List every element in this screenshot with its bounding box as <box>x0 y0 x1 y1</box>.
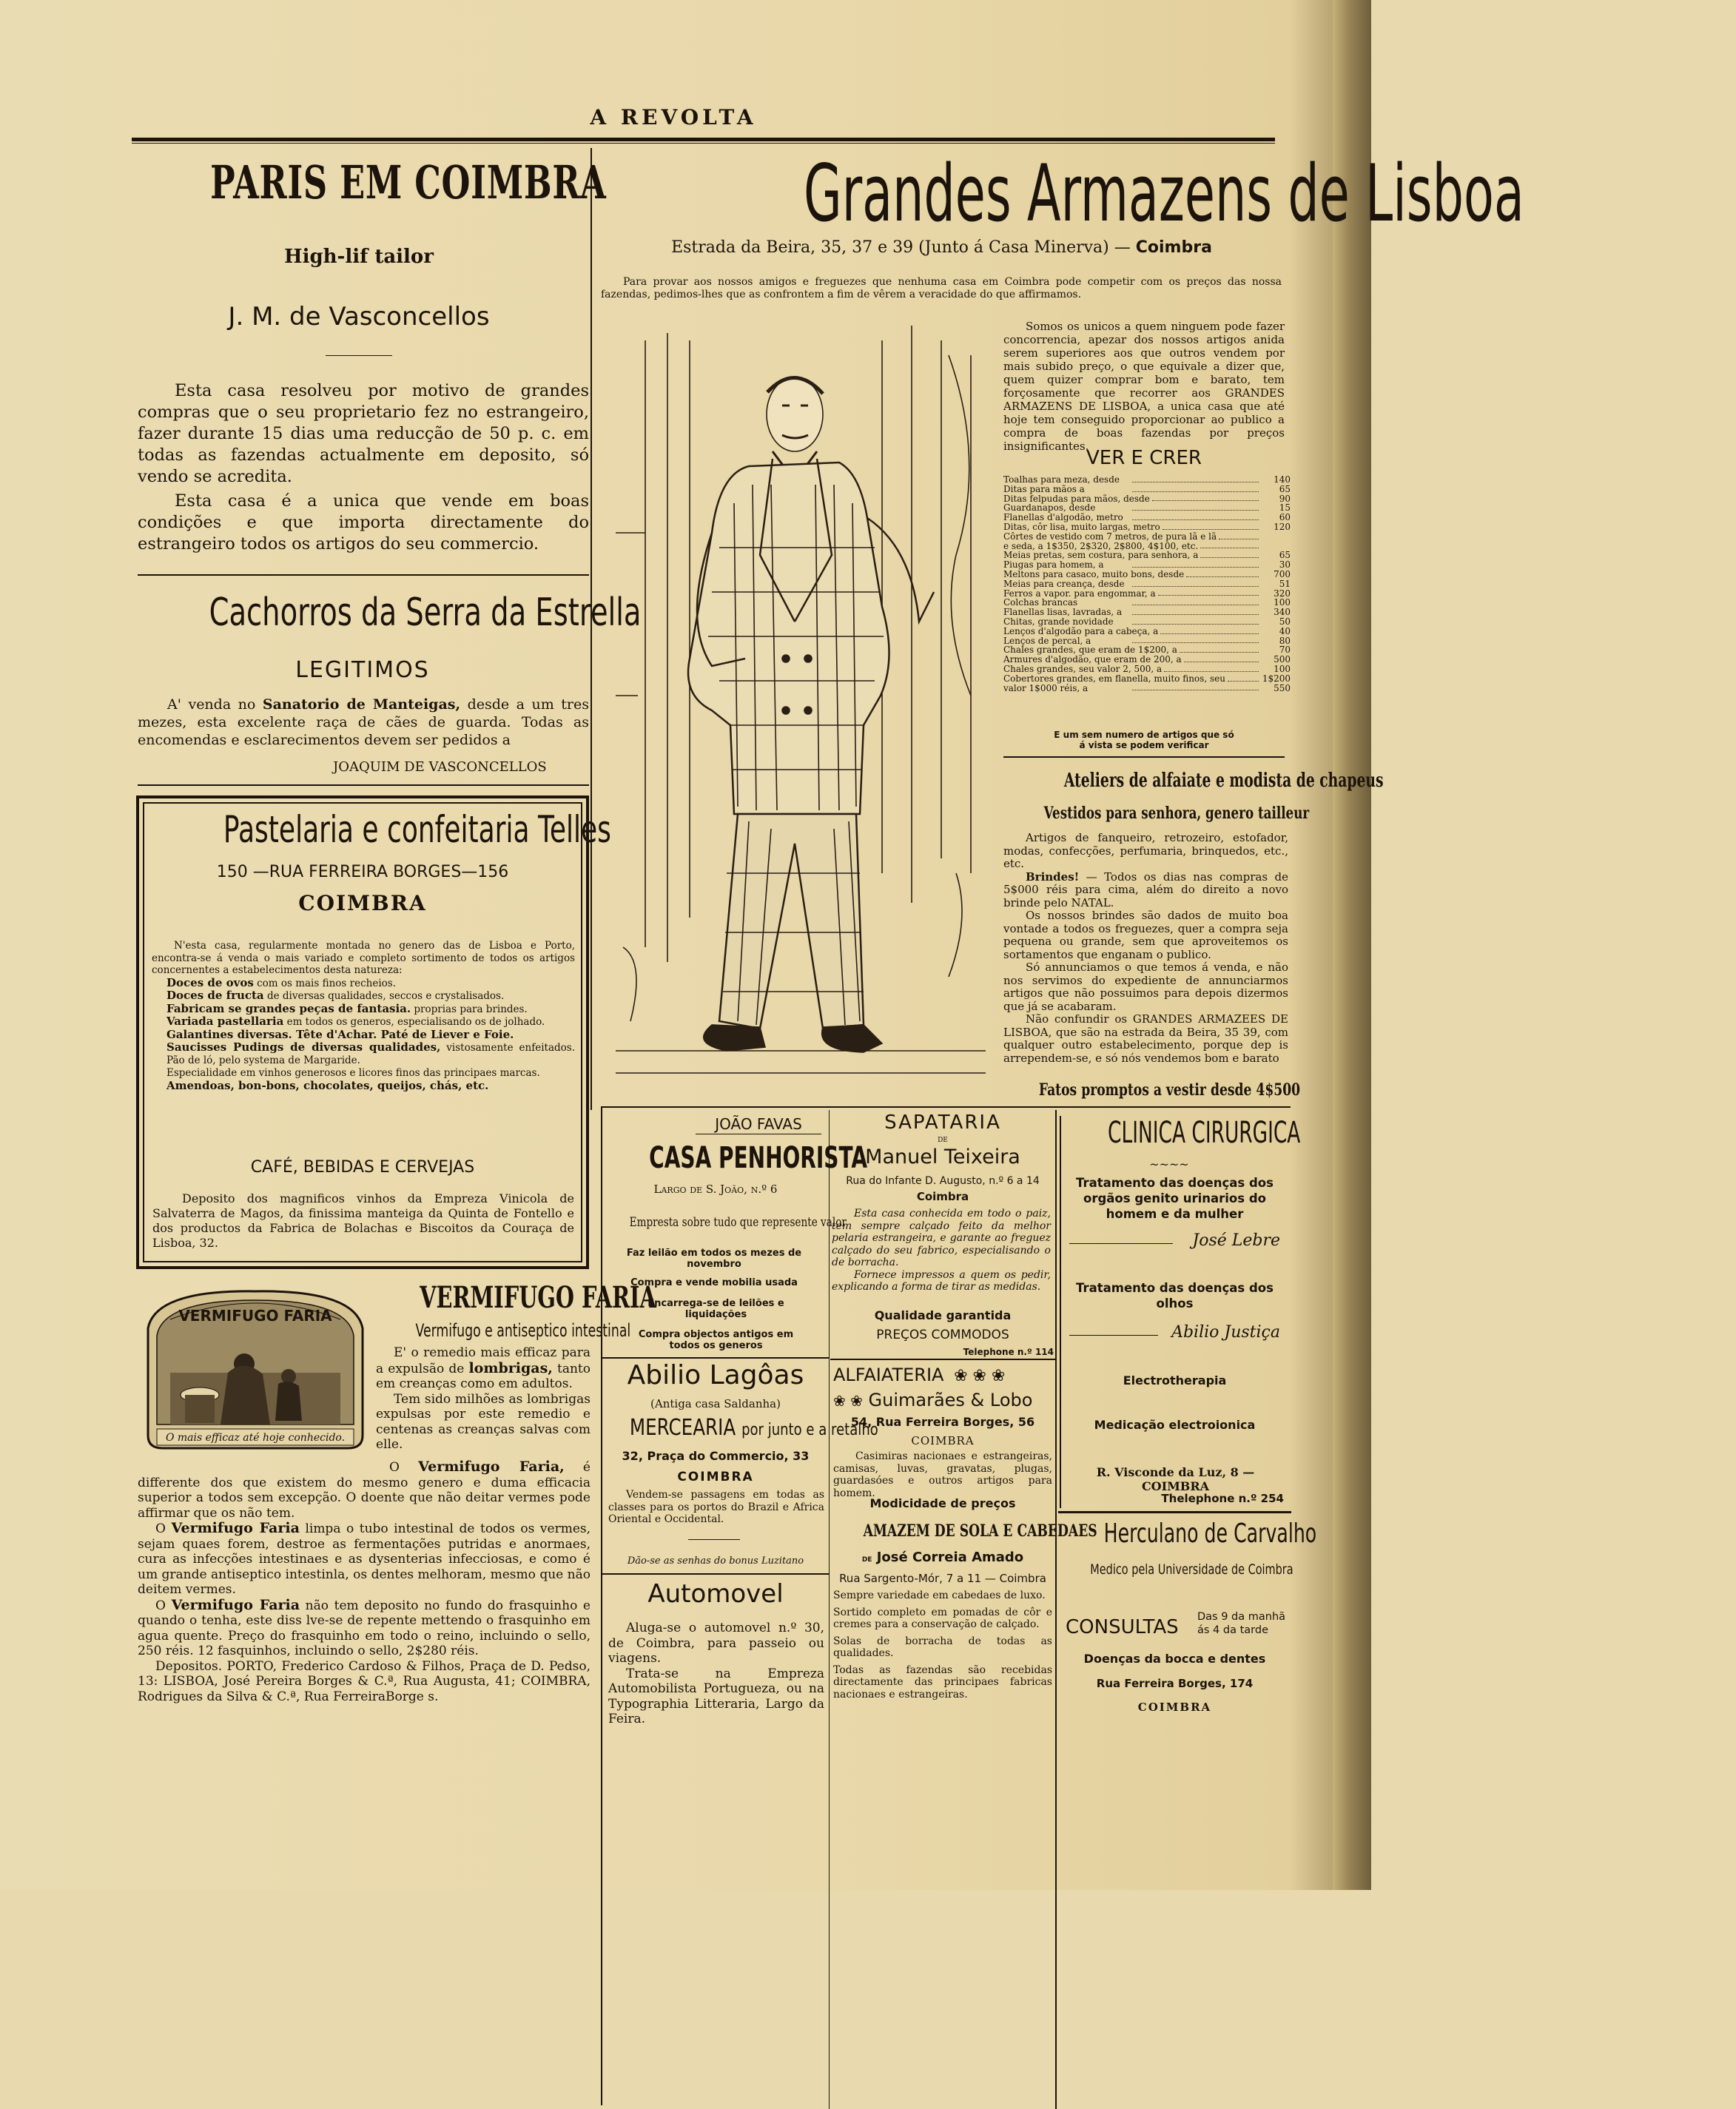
price-item-value: 50 <box>1279 616 1291 627</box>
price-item-value: 30 <box>1279 559 1291 571</box>
clinica-doctor-1: José Lebre <box>1192 1231 1280 1250</box>
alfaiateria-address: 54, Rua Ferreira Borges, 56 <box>850 1415 1035 1429</box>
pastelaria-title: Pastelaria e confeitaria Telles <box>223 808 611 851</box>
alfaiateria-name-line <box>833 1390 1055 1410</box>
price-item-value: 100 <box>1274 597 1291 608</box>
lagoas-footer: Dão-se as senhas do bonus Luzitano <box>627 1555 804 1567</box>
penhorista-line-1: Empresta sobre tudo que represente valor <box>629 1215 847 1230</box>
amazem-address: Rua Sargento-Mór, 7 a 11 — Coimbra <box>839 1572 1046 1585</box>
cachorros-subtitle: LEGITIMOS <box>295 657 430 683</box>
clinica-title: CLINICA CIRURGICA <box>1108 1116 1301 1150</box>
sapataria-prices: PREÇOS COMMODOS <box>876 1328 1009 1342</box>
price-row <box>1003 532 1291 542</box>
vermifugo-title: VERMIFUGO FARIA <box>420 1280 656 1315</box>
penhorista-line-3: Compra e vende mobilia usada <box>630 1277 798 1288</box>
alfaiateria-title-line <box>833 1365 1055 1385</box>
page-spine <box>1333 0 1371 1890</box>
sapataria-de: DE <box>938 1137 948 1144</box>
price-item-value: 120 <box>1274 521 1291 532</box>
price-item-label: Chales grandes, seu valor 2, 500, a <box>1003 663 1163 674</box>
clinica-electrotherapia: Electrotherapia <box>1123 1373 1227 1388</box>
armazens-side-text: Somos os unicos a quem ninguem pode fazer concorrencia, apezar dos nossos artigos anida serem superiores aos que outros vendem por mais subido preço, o que equivale a dizer que, quem quizer comprar bom e barato, tem forçosamente que recorrer aos GRANDES ARMAZENS DE LISBOA, a unica casa que até hoje tem conseguido proporcionar ao publico a compra de boas fazendas por preços insignificantes. <box>1003 320 1285 453</box>
cachorros-title: Cachorros da Serra da Estrella <box>209 591 642 635</box>
ornament-icon: ~~~~ <box>1149 1157 1189 1171</box>
paris-paragraph-2: Esta casa é a unica que vende em boas condições e que importa directamente do estrangeiro todos os artigos do seu commercio. <box>138 491 589 554</box>
vermifugo-p3: O Vermifugo Faria, é differente dos que existem do mesmo genero e duma efficacia superior a todos sem excepção. O doente que não deitar vermes pode affirmar que os não tem. <box>138 1459 591 1521</box>
herculano-address: Rua Ferreira Borges, 174 <box>1096 1677 1254 1690</box>
price-item-label: Toalhas para meza, desde <box>1003 474 1120 485</box>
penhorista-address: Largo de S. João, n.º 6 <box>653 1183 778 1196</box>
herculano-consultas: CONSULTAS <box>1066 1616 1179 1638</box>
herculano-specialty: Doenças da bocca e dentes <box>1083 1652 1266 1666</box>
price-item-label: Armures d'algodão, que eram de 200, a <box>1003 654 1182 665</box>
price-item-label: valor 1$000 réis, a <box>1003 682 1089 693</box>
price-row <box>1003 684 1291 693</box>
pastelaria-address: 150 —RUA FERREIRA BORGES—156 <box>216 863 509 881</box>
penhorista-owner: JOÃO FAVAS <box>715 1115 802 1133</box>
price-row <box>1003 522 1291 532</box>
price-row <box>1003 627 1291 636</box>
price-item-label: Chales grandes, que eram de 1$200, a <box>1003 645 1177 656</box>
ornament-icon: ❀ ❀ ❀ <box>954 1367 1006 1385</box>
vermifugo-subtitle: Vermifugo e antiseptico intestinal <box>415 1320 631 1341</box>
pastelaria-item: Galantines diversas. Tête d'Achar. Paté de Liever e Foie. <box>166 1027 514 1041</box>
sapataria-telephone: Telephone n.º 114 <box>963 1347 1054 1357</box>
pastelaria-item: Doces de ovos com os mais finos recheios. <box>166 975 396 989</box>
price-item-value: 70 <box>1279 645 1291 656</box>
paris-title: PARIS EM COIMBRA <box>210 155 607 209</box>
sanatorio-name: Sanatorio de Manteigas, <box>262 696 461 713</box>
clinica-treatment-1: Tratamento das doenças dos orgãos genito urinarios do homem e da mulher <box>1076 1176 1274 1221</box>
paris-paragraph-1: Esta casa resolveu por motivo de grandes compras que o seu proprietario fez no estrangeiro, fazer durante 15 dias uma reducção de 50 p. c. em todas as fazendas actualmente em deposito, só vendo se acredita. <box>138 381 589 486</box>
price-item-value: 550 <box>1274 682 1291 693</box>
price-item-label: Ditas, côr lisa, muito largas, metro <box>1003 521 1160 532</box>
alfaiateria-name: Guimarães & Lobo <box>868 1390 1033 1410</box>
price-item-value: 100 <box>1274 663 1291 674</box>
price-list <box>1003 475 1291 693</box>
price-item-value: 340 <box>1274 607 1291 618</box>
lagoas-city: COIMBRA <box>677 1470 754 1484</box>
pastelaria-item: Saucisses Pudings de diversas qualidades, vistosamente enfeitados. Pão de ló, pelo systema de Margaride. <box>166 1040 575 1066</box>
vermifugo-p4: O Vermifugo Faria limpa o tubo intestinal de todos os vermes, sejam quaes forem, destroe as fermentações putridas e anormaes, cura as infecções intestinaes e as dysenterias infecciosas, e como é um grande antiseptico intestinla, os dentes melhoram, mesmo que não deitem vermes. <box>138 1520 591 1597</box>
vermifugo-p5: O Vermifugo Faria não tem deposito no fundo do frasquinho e quando o tenha, este diss lve-se de repente mettendo o frasquinho em agua quente. Preço do frasquinho em todo o reino, incluindo o sello, 250 réis. 12 fasquinhos, incluindo o sello, 2$280 réis. <box>138 1596 591 1658</box>
vermifugo-p6: Depositos. PORTO, Frederico Cardoso & Filhos, Praça de D. Pedso, 13: LISBOA, José Pereira Borges & C.ª, Rua Augusta, 41; COIMBRA, Rodrigues da Silva & C.ª, Rua FerreiraBorge s. <box>138 1658 591 1704</box>
price-item-value: 60 <box>1279 512 1291 523</box>
cafe-text: Deposito dos magnificos vinhos da Empreza Vinicola de Salvaterra de Magos, da finissima manteiga da Quinta de Fontello e dos productos da Fabrica de Bolachas e Biscoitos da Couraça de Lisboa, 32. <box>152 1191 574 1250</box>
pastelaria-intro: N'esta casa, regularmente montada no genero das de Lisboa e Porto, encontra-se á venda o mais variado e completo sortimento de todos os artigos concernentes a estabelecimentos desta natureza: <box>152 940 575 976</box>
herculano-title: Herculano de Carvalho <box>1103 1518 1317 1549</box>
price-item-value: 40 <box>1279 625 1291 636</box>
ateliers-p5: Não confundir os GRANDES ARMAZEES DE LISBOA, que são na estrada da Beira, 35 39, com qualquer outro estabelecimento, porque dep is arrependem-se, e só nós vendemos bom e barato <box>1003 1012 1288 1065</box>
price-row <box>1003 674 1291 684</box>
herculano-city: COIMBRA <box>1137 1701 1212 1714</box>
price-item-label: Ferros a vapor. para engommar, a <box>1003 588 1156 599</box>
automovel-p1: Aluga-se o automovel n.º 30, de Coimbra, para passeio ou viagens. <box>608 1621 824 1666</box>
sapataria-address: Rua do Infante D. Augusto, n.º 6 a 14 <box>846 1175 1040 1187</box>
alfaiateria-city: COIMBRA <box>911 1434 975 1447</box>
gentleman-illustration <box>601 311 1000 1103</box>
sapataria-owner: Manuel Teixeira <box>865 1146 1020 1168</box>
pastelaria-item: Fabricam se grandes peças de fantasia. proprias para brindes. <box>166 1001 528 1015</box>
alfaiateria-modicidade: Modicidade de preços <box>869 1496 1016 1510</box>
pastelaria-items <box>152 977 575 1093</box>
ver-foot-2: á vista se podem verificar <box>1079 740 1209 750</box>
price-item-label: Chitas, grande novidade <box>1003 616 1114 627</box>
price-item-label: Meias para creança, desde <box>1003 578 1125 589</box>
pastelaria-item: Variada pastellaria em todos os generos, especialisando os de jolhado. <box>166 1015 545 1028</box>
clinica-treatment-2: Tratamento das doenças dos olhos <box>1076 1281 1274 1311</box>
price-item-label: Lenços d'algodão para a cabeça, a <box>1003 625 1159 636</box>
price-item-label: Colchas brancas <box>1003 597 1078 608</box>
clinica-doctor-2: Abilio Justiça <box>1171 1323 1280 1342</box>
penhorista-title: CASA PENHORISTA <box>649 1141 868 1175</box>
vermifugo-p2: Tem sido milhões as lombrigas expulsas por este remedio e centenas as creanças salvas com elle. <box>376 1391 591 1452</box>
herculano-hours-1: Das 9 da manhã <box>1197 1611 1286 1623</box>
cachorros-signature: JOAQUIM DE VASCONCELLOS <box>333 759 547 775</box>
amazem-p3: Solas de borracha de todas as qualidades. <box>833 1635 1052 1659</box>
masthead-rule <box>132 138 1275 141</box>
price-item-value: 65 <box>1279 550 1291 561</box>
automovel-p2: Trata-se na Empreza Automobilista Portugueza, ou na Typographia Litteraria, Largo da Feira. <box>608 1666 824 1726</box>
armazens-intro: Para provar aos nossos amigos e freguezes que nenhuma casa em Coimbra pode competir com os preços das nossa fazendas, pedimos-lhes que as confrontem a fim de vêrem a veracidade do que affirmamos. <box>601 276 1282 300</box>
pastelaria-city: COIMBRA <box>298 891 427 915</box>
ver-foot-1: E um sem numero de artigos que só <box>1054 730 1234 740</box>
pastelaria-item: Doces de fructa de diversas qualidades, seccos e crystalisados. <box>166 989 505 1002</box>
alfaiateria-title: ALFAIATERIA <box>833 1365 944 1385</box>
herculano-subtitle: Medico pela Universidade de Coimbra <box>1090 1561 1293 1578</box>
price-item-label: Lenços de percal, a <box>1003 635 1091 646</box>
lagoas-subtitle: (Antiga casa Saldanha) <box>650 1397 781 1410</box>
cafe-title: CAFÉ, BEBIDAS E CERVEJAS <box>250 1158 475 1177</box>
paris-owner: J. M. de Vasconcellos <box>228 302 490 332</box>
price-row <box>1003 475 1291 485</box>
price-item-label: Guardanapos, desde <box>1003 502 1096 514</box>
price-item-label: Flanellas lisas, lavradas, a <box>1003 607 1123 618</box>
price-item-value: 80 <box>1279 635 1291 646</box>
penhorista-line-2: Faz leilão em todos os mezes de novembro <box>626 1248 802 1270</box>
pastelaria-item: Amendoas, bon-bons, chocolates, queijos, chás, etc. <box>166 1078 489 1092</box>
price-row <box>1003 665 1291 674</box>
armazens-address: Estrada da Beira, 35, 37 e 39 (Junto á Casa Minerva) — Coimbra <box>671 238 1212 257</box>
ateliers-p1: Artigos de fanqueiro, retrozeiro, estofador, modas, confecções, perfumaria, brinquedos, etc., etc. <box>1003 831 1288 870</box>
price-item-value: 700 <box>1274 568 1291 579</box>
amazem-owner: DE José Correia Amado <box>861 1550 1024 1565</box>
vestidos-heading: Vestidos para senhora, genero tailleur <box>1043 804 1310 823</box>
price-item-value: 140 <box>1274 474 1291 485</box>
price-item-label: e seda, a 1$350, 2$320, 2$800, 4$100, etc. <box>1003 540 1199 551</box>
cachorros-text: A' venda no Sanatorio de Manteigas, desde a um tres mezes, esta excelente raça de cães de guarda. Todas as encomendas e esclarecimentos devem ser pedidos a <box>138 696 590 748</box>
price-row <box>1003 485 1291 494</box>
price-item-value: 320 <box>1274 588 1291 599</box>
clinica-electroionica: Medicação electroionica <box>1094 1418 1256 1432</box>
price-item-label: Meias pretas, sem costura, para senhora, a <box>1003 550 1199 561</box>
sapataria-quality: Qualidade garantida <box>874 1308 1012 1322</box>
price-item-value: 90 <box>1279 493 1291 504</box>
clinica-telephone: Thelephone n.º 254 <box>1161 1492 1284 1505</box>
amazem-p4: Todas as fazendas são recebidas directamente das principaes fabricas nacionaes e estrangeiras. <box>833 1664 1052 1701</box>
price-item-label: Flanellas d'algodão, metro <box>1003 512 1123 523</box>
automovel-title: Automovel <box>647 1579 784 1609</box>
price-item-value: 1$200 <box>1262 673 1291 684</box>
price-item-value: 65 <box>1279 483 1291 494</box>
amazem-title: AMAZEM DE SOLA E CABEDAES <box>863 1521 1097 1541</box>
clinica-address: R. Visconde da Luz, 8 — COIMBRA <box>1096 1465 1255 1493</box>
sapataria-city: Coimbra <box>916 1190 969 1203</box>
price-item-label: Ditas felpudas para mãos, desde <box>1003 493 1150 504</box>
sapataria-p1: Esta casa conhecida em todo o paiz, tem sempre calçado feito da melhor pelaria estrangeira, e garante ao freguez calçado do seu fabrico, especialisando o de borracha. <box>832 1208 1051 1268</box>
price-item-label: Côrtes de vestido com 7 metros, de pura lã e lã <box>1003 531 1217 542</box>
vermifugo-badge-title: VERMIFUGO FARIA <box>178 1307 332 1325</box>
pastelaria-item: Especialidade em vinhos generosos e licores finos das principaes marcas. <box>166 1067 540 1079</box>
ateliers-p4: Só annunciamos o que temos á venda, e não nos servimos do expediente de annunciarmos artigos que não possuimos para depois dizermos que já se acabaram. <box>1003 961 1288 1013</box>
vermifugo-illustration <box>141 1284 370 1454</box>
sapataria-title: SAPATARIA <box>884 1111 1001 1134</box>
price-row <box>1003 617 1291 627</box>
vermifugo-badge-slogan: O mais efficaz até hoje conhecido. <box>165 1432 346 1444</box>
alfaiateria-text: Casimiras nacionaes e estrangeiras, camisas, luvas, gravatas, plugas, guardasóes e outros artigos para homem. <box>833 1450 1052 1499</box>
lagoas-address: 32, Praça do Commercio, 33 <box>622 1449 810 1463</box>
price-item-value: 500 <box>1274 654 1291 665</box>
ornament-icon: ❀ ❀ <box>833 1392 863 1410</box>
amazem-p1: Sempre variedade em cabedaes de luxo. <box>833 1590 1046 1601</box>
penhorista-line-4: Encarrega-se de leilões e liquidações <box>647 1298 784 1320</box>
armazens-title: Grandes Armazens de Lisboa <box>803 148 1524 239</box>
price-item-label: Meltons para casaco, muito bons, desde <box>1003 568 1185 579</box>
masthead-title: A REVOLTA <box>590 105 757 130</box>
paris-subtitle: High-lif tailor <box>284 246 434 268</box>
price-row <box>1003 570 1291 579</box>
price-item-value: 15 <box>1279 502 1291 514</box>
penhorista-line-5: Compra objectos antigos em todos os generos <box>638 1329 794 1351</box>
price-item-value <box>1261 532 1291 542</box>
vermifugo-p1: E' o remedio mais efficaz para a expulsão de lombrigas, tanto em creanças como em adultos. <box>376 1345 591 1391</box>
lagoas-mercearia: MERCEARIA por junto e a retalho <box>629 1415 878 1441</box>
price-item-value: 51 <box>1279 578 1291 589</box>
ateliers-heading: Ateliers de alfaiate e modista de chapeus <box>1063 770 1384 792</box>
ateliers-p3: Os nossos brindes são dados de muito boa vontade a todos os freguezes, quer a compra seja pequena ou grande, sem que aproveitemos os sortamentos que enganam o publico. <box>1003 909 1288 961</box>
amazem-p2: Sortido completo em pomadas de côr e cremes para a conservação de calçado. <box>833 1606 1052 1630</box>
ver-e-crer-title: VER E CRER <box>1086 447 1202 469</box>
price-item-label: Piugas para homem, a <box>1003 559 1104 571</box>
sapataria-p2: Fornece impressos a quem os pedir, explicando a forma de tirar as medidas. <box>832 1268 1051 1293</box>
ateliers-brindes: Brindes! — Todos os dias nas compras de 5$000 réis para cima, além do direito a novo brinde pelo NATAL. <box>1003 870 1288 909</box>
herculano-hours-2: ás 4 da tarde <box>1197 1624 1268 1636</box>
fatos-promptos: Fatos promptos a vestir desde 4$500 <box>1038 1080 1301 1100</box>
price-item-label: Cobertores grandes, em flanella, muito finos, seu <box>1003 673 1225 684</box>
lagoas-title: Abilio Lagôas <box>627 1360 804 1390</box>
lagoas-text: Vendem-se passagens em todas as classes para os portos do Brazil e Africa Oriental e Occidental. <box>608 1489 824 1525</box>
price-item-label: Ditas para mãos a <box>1003 483 1085 494</box>
price-row <box>1003 579 1291 589</box>
